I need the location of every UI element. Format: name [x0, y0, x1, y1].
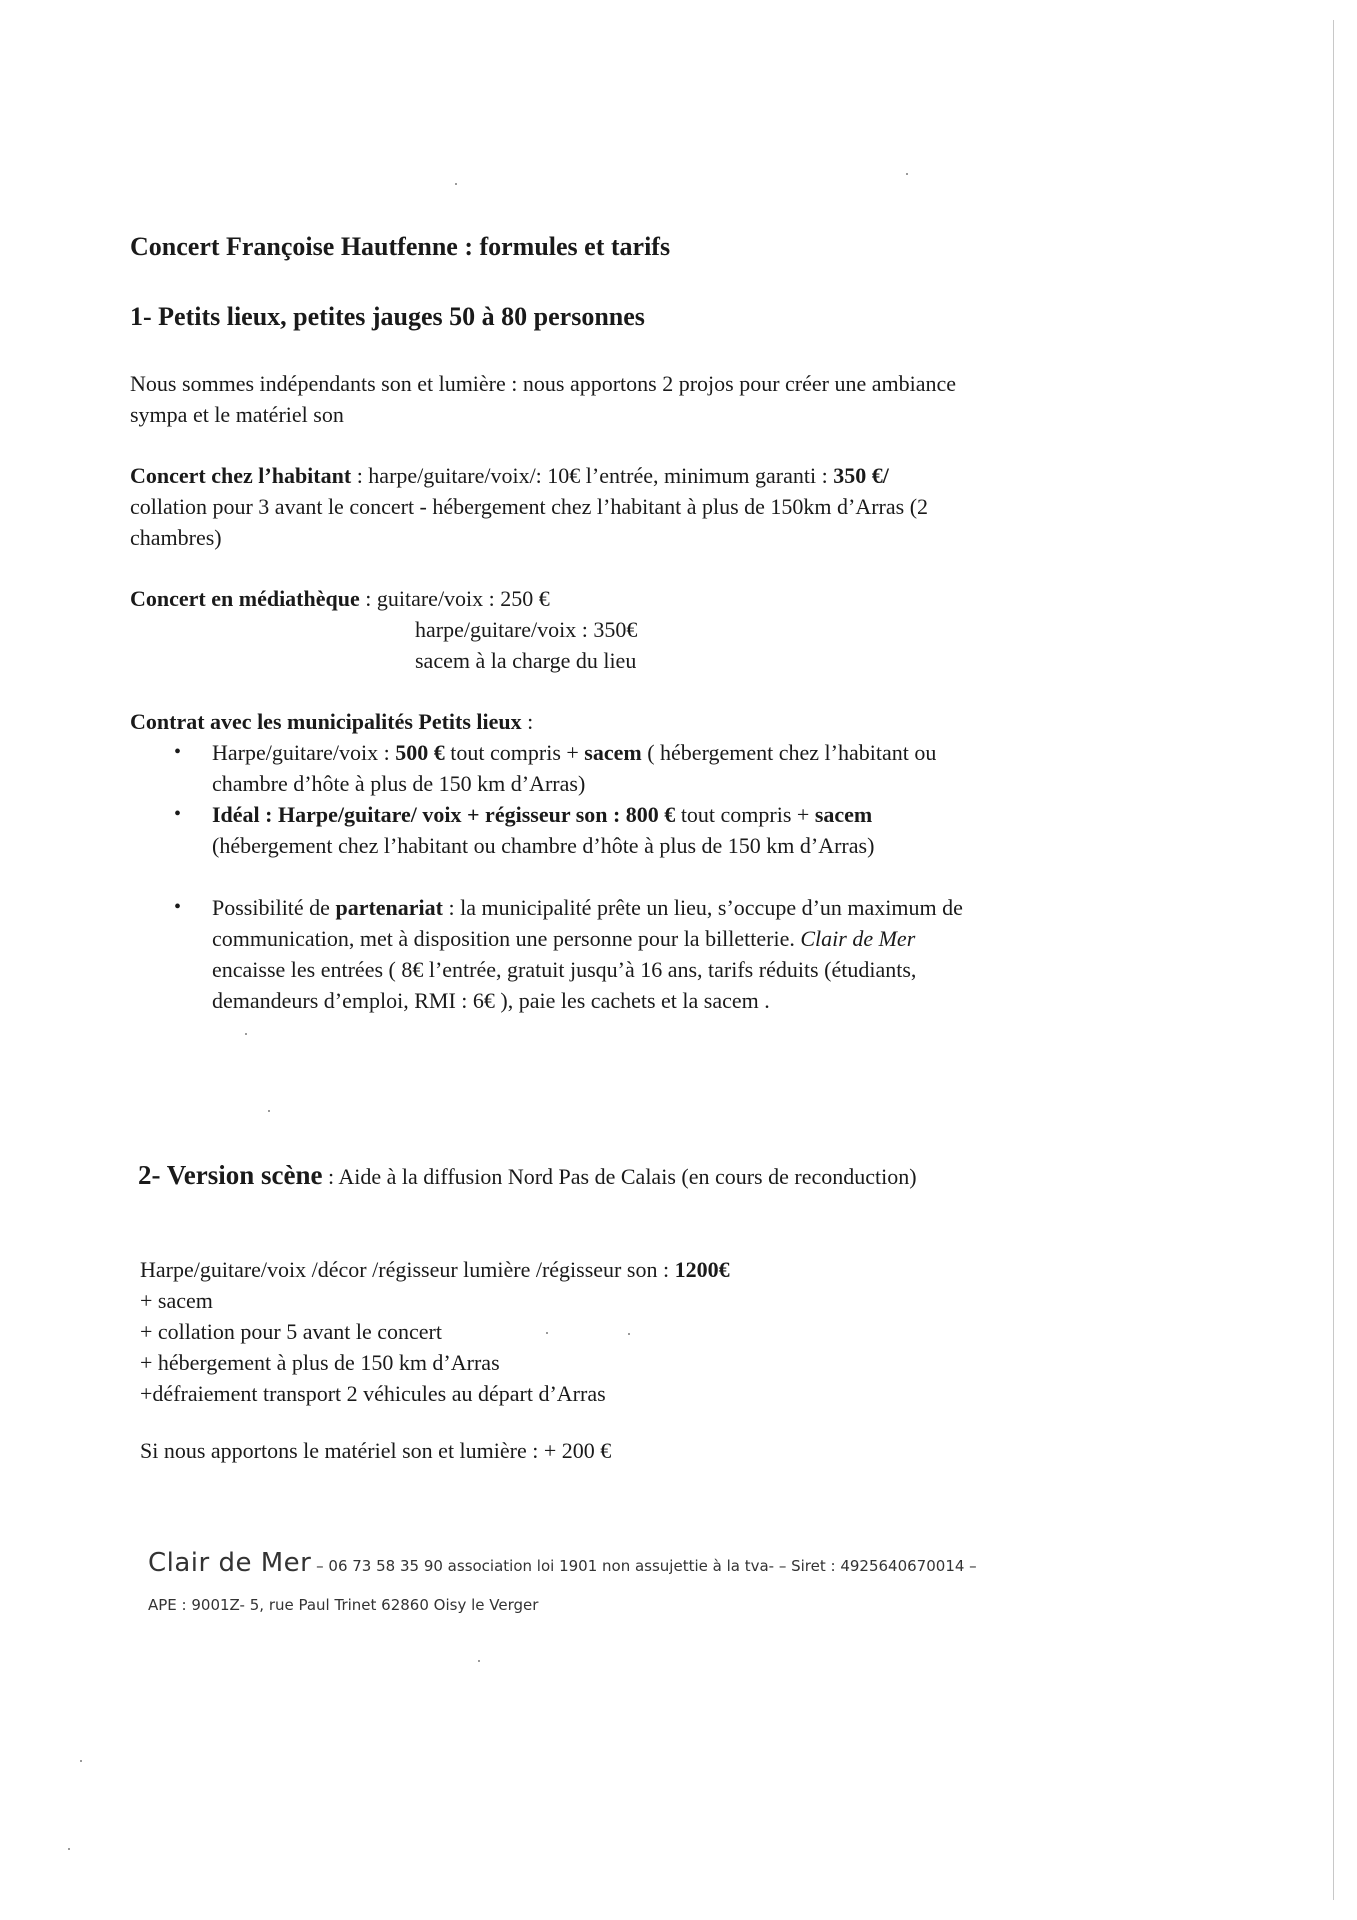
contrat-heading: Contrat avec les municipalités Petits lieux : — [130, 709, 534, 734]
section1-body — [130, 368, 1280, 1016]
version-line-3: + collation pour 5 avant le concert — [140, 1319, 442, 1344]
version-line-4: + hébergement à plus de 150 km d’Arras — [140, 1350, 500, 1375]
scan-speck — [268, 1110, 270, 1112]
scan-speck — [455, 183, 457, 185]
scan-speck — [478, 1660, 480, 1662]
scan-speck — [546, 1332, 548, 1334]
media-line-3: sacem à la charge du lieu — [415, 648, 637, 673]
habitant-line-3: chambres) — [130, 525, 222, 550]
section2-heading-line: 2- Version scène : Aide à la diffusion Nord Pas de Calais (en cours de reconduction) — [138, 1160, 917, 1190]
list-item-harpe: • Harpe/guitare/voix : 500 € tout compris + sacem ( hébergement chez l’habitant ou chambre d’hôte à plus de 150 km d’Arras) — [130, 737, 1280, 799]
version-line-1: Harpe/guitare/voix /décor /régisseur lumière /régisseur son : 1200€ — [140, 1257, 730, 1282]
habitant-label: Concert chez l’habitant — [130, 463, 352, 488]
intro-line-2: sympa et le matériel son — [130, 402, 344, 427]
footer-line-1: Clair de Mer – 06 73 58 35 90 association loi 1901 non assujettie à la tva- – Siret : 4925640670014 – — [148, 1548, 977, 1578]
section2-body — [140, 1254, 1290, 1466]
brand-name: Clair de Mer — [148, 1548, 312, 1578]
media-label: Concert en médiathèque — [130, 586, 360, 611]
habitant-price: 350 €/ — [833, 463, 889, 488]
version-line-5: +défraiement transport 2 véhicules au départ d’Arras — [140, 1381, 606, 1406]
scan-speck — [68, 1848, 70, 1850]
scan-speck — [628, 1333, 630, 1335]
document-title: Concert Françoise Hautfenne : formules et tarifs — [130, 232, 671, 261]
list-item-partenariat: • Possibilité de partenariat : la municipalité prête un lieu, s’occupe d’un maximum de communication, met à disposition une personne pour la billetterie. Clair de Mer encaisse les entrées ( 8€ l’entrée, gratuit jusqu’à 16 ans, tarifs réduits (étudiants, demandeurs d’emploi, RMI : 6€ ), paie les cachets et la sacem . — [130, 892, 1280, 1016]
media-line-1: Concert en médiathèque : guitare/voix : 250 € — [130, 586, 550, 611]
media-line-2: harpe/guitare/voix : 350€ — [415, 617, 638, 642]
footer-line-2: APE : 9001Z- 5, rue Paul Trinet 62860 Oisy le Verger — [148, 1596, 539, 1614]
scan-speck — [906, 173, 908, 175]
list-item-ideal: • Idéal : Harpe/guitare/ voix + régisseur son : 800 € tout compris + sacem (hébergement chez l’habitant ou chambre d’hôte à plus de 150 km d’Arras) — [130, 799, 1280, 861]
section1-heading: 1- Petits lieux, petites jauges 50 à 80 personnes — [130, 302, 645, 331]
contrat-list — [130, 737, 1280, 1016]
habitant-line-2: collation pour 3 avant le concert - hébergement chez l’habitant à plus de 150km d’Arras (2 — [130, 494, 929, 519]
scan-edge-line — [1333, 20, 1334, 1900]
habitant-line-1: Concert chez l’habitant : harpe/guitare/voix/: 10€ l’entrée, minimum garanti : 350 €/ — [130, 463, 889, 488]
scan-speck — [80, 1760, 82, 1762]
scan-speck — [245, 1033, 247, 1035]
section2-heading: 2- Version scène — [138, 1160, 323, 1190]
extra-line: Si nous apportons le matériel son et lumière : + 200 € — [140, 1438, 612, 1463]
intro-line-1: Nous sommes indépendants son et lumière : nous apportons 2 projos pour créer une ambiance — [130, 371, 957, 396]
version-line-2: + sacem — [140, 1288, 213, 1313]
